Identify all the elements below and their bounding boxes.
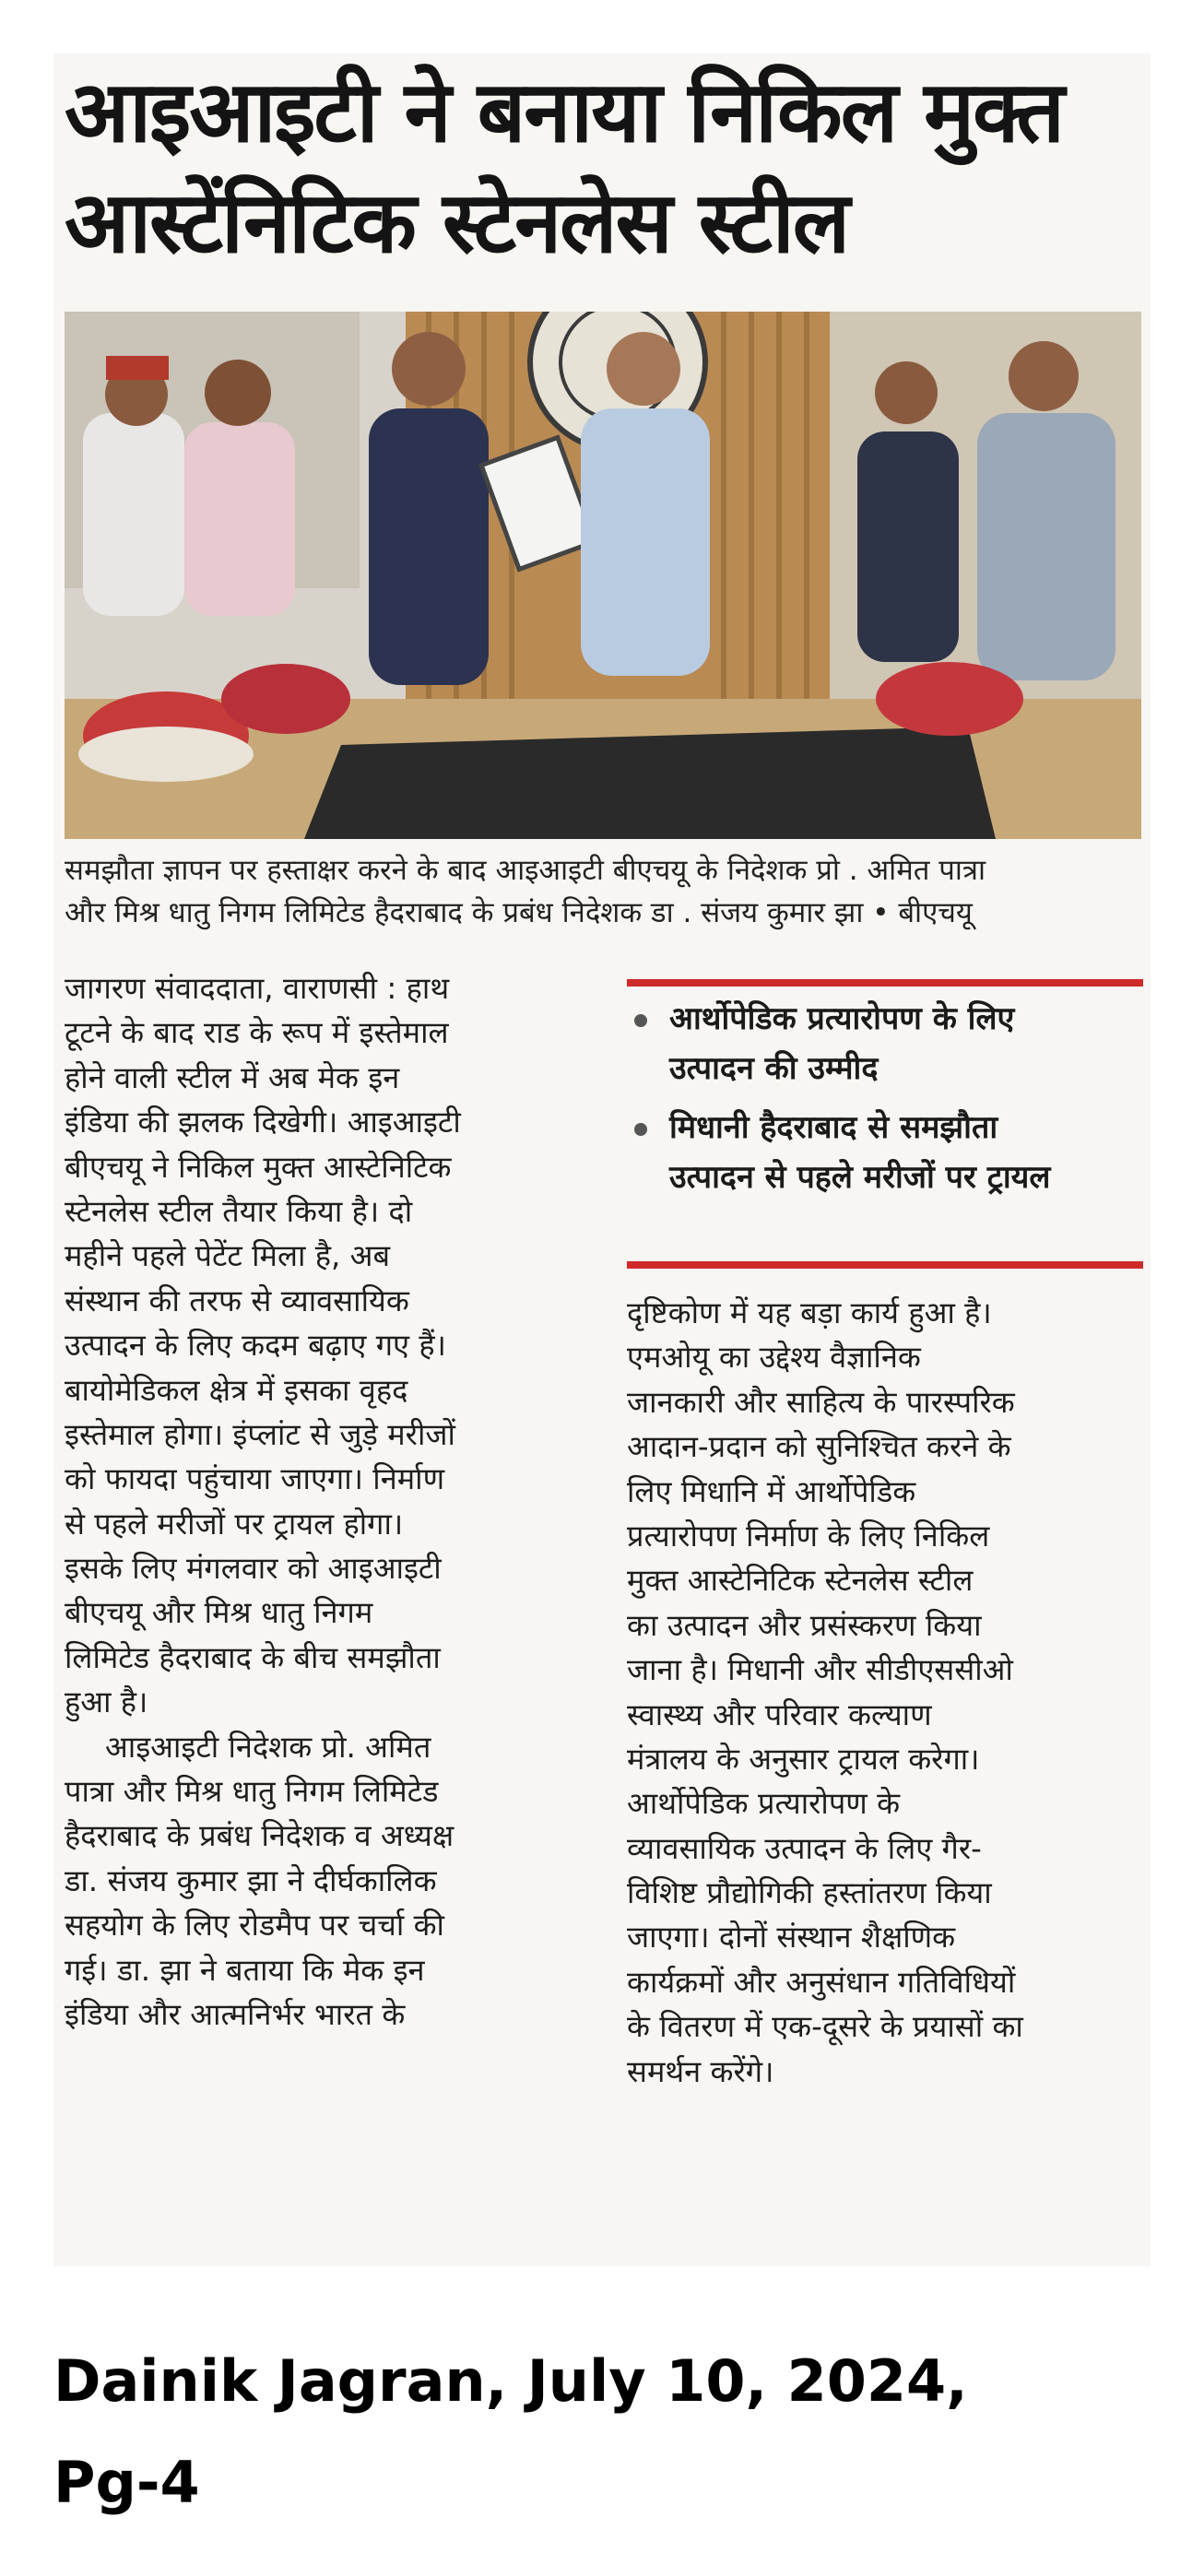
body-line: स्वास्थ्य और परिवार कल्याण xyxy=(627,1696,932,1732)
body-line: जाना है। मिधानी और सीडीएससीओ xyxy=(627,1652,1013,1688)
highlight-line: आर्थोपेडिक प्रत्यारोपण के लिए xyxy=(669,1000,1015,1037)
body-line: जागरण संवाददाता, वाराणसी : हाथ xyxy=(65,971,450,1006)
body-line: से पहले मरीजों पर ट्रायल होगा। xyxy=(65,1506,404,1542)
highlight-line: उत्पादन की उम्मीद xyxy=(669,1050,879,1087)
highlight-item xyxy=(627,994,1143,1093)
body-line: इस्तेमाल होगा। इंप्लांट से जुड़े मरीजों xyxy=(65,1416,455,1452)
news-photo xyxy=(65,312,1141,839)
body-line: सहयोग के लिए रोडमैप पर चर्चा की xyxy=(65,1908,444,1944)
source-citation-line-1: Dainik Jagran, July 10, 2024, xyxy=(53,2347,968,2415)
body-line: बीएचयू और मिश्र धातु निगम xyxy=(65,1595,373,1631)
body-line: हैदराबाद के प्रबंध निदेशक व अध्यक्ष xyxy=(65,1818,454,1854)
body-line: हुआ है। xyxy=(65,1684,148,1720)
body-line: का उत्पादन और प्रसंस्करण किया xyxy=(627,1607,982,1643)
highlight-line: उत्पादन से पहले मरीजों पर ट्रायल xyxy=(669,1159,1051,1196)
highlights-box xyxy=(627,994,1143,1211)
body-line: व्यावसायिक उत्पादन के लिए गैर- xyxy=(627,1830,982,1866)
highlight-line: मिधानी हैदराबाद से समझौता xyxy=(669,1109,998,1146)
body-line: टूटने के बाद राड के रूप में इस्तेमाल xyxy=(65,1015,449,1051)
source-citation-line-2: Pg-4 xyxy=(53,2449,200,2516)
body-line: लिमिटेड हैदराबाद के बीच समझौता xyxy=(65,1639,441,1675)
article-right-column xyxy=(627,1291,1143,2094)
body-line: बायोमेडिकल क्षेत्र में इसका वृहद xyxy=(65,1372,408,1408)
article-left-column xyxy=(65,966,590,2037)
body-line: कार्यक्रमों और अनुसंधान गतिविधियों xyxy=(627,1964,1016,2000)
body-line: महीने पहले पेटेंट मिला है, अब xyxy=(65,1238,391,1274)
highlight-top-rule xyxy=(627,979,1143,987)
body-line: आदान-प्रदान को सुनिश्चित करने के xyxy=(627,1429,1011,1465)
headline-line-2: आस्टेंनिटिक स्टेनलेस स्टील xyxy=(65,173,849,272)
body-line: गई। डा. झा ने बताया कि मेक इन xyxy=(65,1952,425,1988)
body-line: आइआइटी निदेशक प्रो. अमित xyxy=(105,1729,431,1765)
body-line: स्टेनलेस स्टील तैयार किया है। दो xyxy=(65,1193,413,1229)
body-line: जानकारी और साहित्य के पारस्परिक xyxy=(627,1384,1015,1420)
body-line: जाएगा। दोनों संस्थान शैक्षणिक xyxy=(627,1920,956,1956)
photo-caption-line-1: समझौता ज्ञापन पर हस्ताक्षर करने के बाद आइआइटी बीएचयू के निदेशक प्रो . अमित पात्रा xyxy=(65,854,986,887)
body-line: आर्थोपेडिक प्रत्यारोपण के xyxy=(627,1786,901,1822)
body-line: होने वाली स्टील में अब मेक इन xyxy=(65,1059,400,1095)
body-line: डा. संजय कुमार झा ने दीर्घकालिक xyxy=(65,1862,437,1898)
body-line: इंडिया और आत्मनिर्भर भारत के xyxy=(65,1996,406,2032)
bullet-icon xyxy=(634,1123,647,1136)
body-line: दृष्टिकोण में यह बड़ा कार्य हुआ है। xyxy=(627,1295,992,1330)
body-line: विशिष्ट प्रौद्योगिकी हस्तांतरण किया xyxy=(627,1875,992,1911)
body-line: के वितरण में एक-दूसरे के प्रयासों का xyxy=(627,2009,1023,2045)
highlight-item xyxy=(627,1103,1143,1202)
body-line: एमओयू का उद्देश्य वैज्ञानिक xyxy=(627,1340,921,1376)
photo-caption-line-2: और मिश्र धातु निगम लिमिटेड हैदराबाद के प्रबंध निदेशक डा . संजय कुमार झा • बीएचयू xyxy=(65,896,973,929)
body-line: संस्थान की तरफ से व्यावसायिक xyxy=(65,1282,409,1318)
body-line: लिए मिधानि में आर्थोपेडिक xyxy=(627,1473,916,1509)
body-line: को फायदा पहुंचाया जाएगा। निर्माण xyxy=(65,1461,445,1497)
body-line: समर्थन करेंगे। xyxy=(627,2053,774,2089)
body-line: प्रत्यारोपण निर्माण के लिए निकिल xyxy=(627,1518,990,1554)
body-line: बीएचयू ने निकिल मुक्त आस्टेनिटिक xyxy=(65,1149,452,1185)
body-line: मंत्रालय के अनुसार ट्रायल करेगा। xyxy=(627,1741,980,1777)
highlight-bottom-rule xyxy=(627,1261,1143,1269)
body-line: पात्रा और मिश्र धातु निगम लिमिटेड xyxy=(65,1774,439,1810)
body-line: उत्पादन के लिए कदम बढ़ाए गए हैं। xyxy=(65,1328,446,1364)
headline-line-1: आइआइटी ने बनाया निकिल मुक्त xyxy=(65,63,1063,161)
bullet-icon xyxy=(634,1014,647,1027)
body-line: इसके लिए मंगलवार को आइआइटी xyxy=(65,1551,442,1587)
body-line: इंडिया की झलक दिखेगी। आइआइटी xyxy=(65,1105,461,1140)
body-line: मुक्त आस्टेनिटिक स्टेनलेस स्टील xyxy=(627,1563,974,1599)
